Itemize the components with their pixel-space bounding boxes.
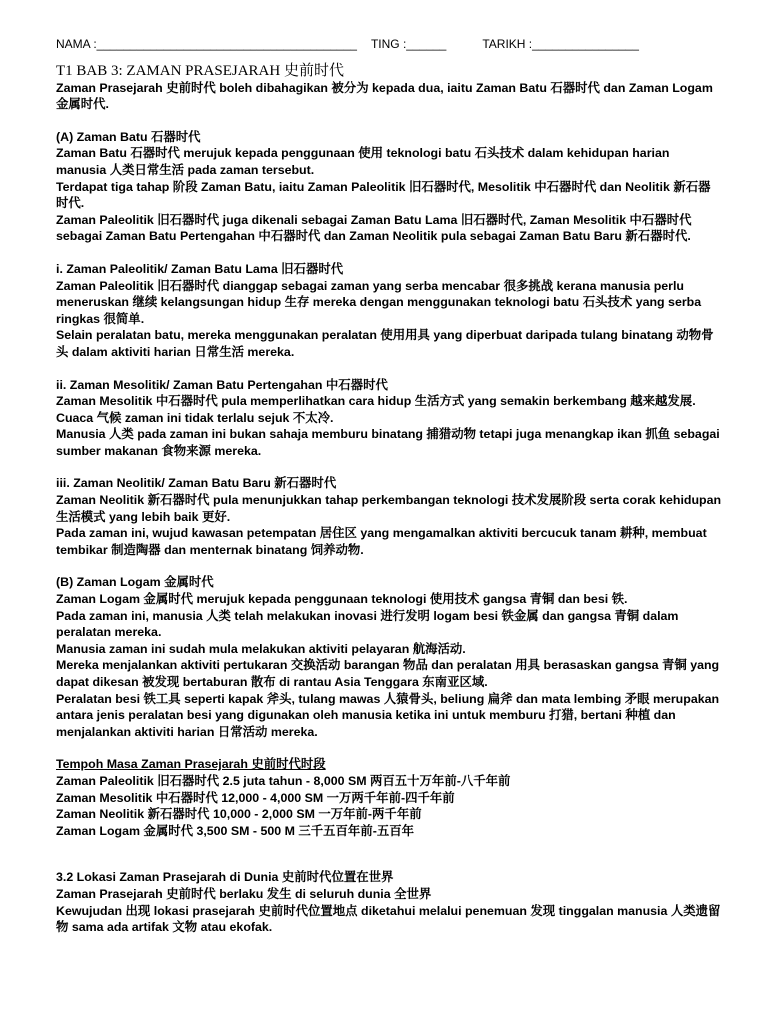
section-b-para-4: Mereka menjalankan aktiviti pertukaran 交换活动 barangan 物品 dan peralatan 用具 berasaskan gangsa 青铜 yang dapat dikesan 被发现 bertaburan 散布 di rantau Asia Tenggara 东南亚区域.: [56, 658, 720, 689]
section-a-para-2: Terdapat tiga tahap 阶段 Zaman Batu, iaitu Zaman Paleolitik 旧石器时代, Mesolitik 中石器时代 dan Neolitik 新石器时代.: [56, 179, 711, 211]
lokasi-para-1: Zaman Prasejarah 史前时代 berlaku 发生 di seluruh dunia 全世界: [56, 886, 432, 901]
intro-paragraph: Zaman Prasejarah 史前时代 boleh dibahagikan 被分为 kepada dua, iaitu Zaman Batu 石器时代 dan Zaman Logam 金属时代.: [56, 80, 713, 112]
timeline-row: Zaman Logam 金属时代 3,500 SM - 500 M 三千五百年前-五百年: [56, 823, 415, 838]
section-a-heading: (A) Zaman Batu 石器时代: [56, 129, 201, 144]
timeline-row: Zaman Mesolitik 中石器时代 12,000 - 4,000 SM 一万两千年前-四千年前: [56, 790, 455, 805]
mesolitik-para-3: Manusia 人类 pada zaman ini bukan sahaja memburu binatang 捕猎动物 tetapi juga menangkap ikan 抓鱼 sebagai sumber makanan 食物来源 mereka.: [56, 427, 720, 458]
mesolitik-heading: ii. Zaman Mesolitik/ Zaman Batu Pertengahan 中石器时代: [56, 377, 388, 392]
neolitik-para-2: Pada zaman ini, wujud kawasan petempatan 居住区 yang mengamalkan aktiviti bercucuk tanam 耕种, membuat tembikar 制造陶器 dan menternak binatang 饲养动物.: [56, 526, 707, 557]
timeline-heading: Tempoh Masa Zaman Prasejarah 史前时代时段: [56, 757, 326, 772]
section-a-para-3: Zaman Paleolitik 旧石器时代 juga dikenali sebagai Zaman Batu Lama 旧石器时代, Zaman Mesolitik 中石器时代 sebagai Zaman Batu Pertengahan 中石器时代 dan Zaman Neolitik pula sebagai Zaman Batu Baru 新石器时代.: [56, 212, 692, 244]
section-b-para-2: Pada zaman ini, manusia 人类 telah melakukan inovasi 进行发明 logam besi 铁金属 dan gangsa 青铜 dalam peralatan mereka.: [56, 608, 679, 640]
page-title: T1 BAB 3: ZAMAN PRASEJARAH 史前时代: [56, 62, 344, 79]
date-field[interactable]: TARIKH :________________: [482, 37, 639, 51]
section-b-para-3: Manusia zaman ini sudah mula melakukan aktiviti pelayaran 航海活动.: [56, 641, 466, 656]
section-b-heading: (B) Zaman Logam 金属时代: [56, 575, 214, 590]
student-info-row: [56, 36, 722, 53]
neolitik-heading: iii. Zaman Neolitik/ Zaman Batu Baru 新石器时代: [56, 476, 337, 491]
section-b-para-5: Peralatan besi 铁工具 seperti kapak 斧头, tulang mawas 人猿骨头, beliung 扁斧 dan mata lembing 矛眼 merupakan antara jenis peralatan besi yang digunakan oleh manusia ketika ini untuk memburu 打猎, bertani 种植 dan menjalankan aktiviti harian 日常活动 mereka.: [56, 691, 720, 739]
lokasi-heading: 3.2 Lokasi Zaman Prasejarah di Dunia 史前时代位置在世界: [56, 870, 394, 885]
timeline-row: Zaman Neolitik 新石器时代 10,000 - 2,000 SM 一万年前-两千年前: [56, 807, 422, 822]
mesolitik-para-2: Cuaca 气候 zaman ini tidak terlalu sejuk 不太冷.: [56, 410, 334, 425]
mesolitik-para-1: Zaman Mesolitik 中石器时代 pula memperlihatkan cara hidup 生活方式 yang semakin berkembang 越来越发展.: [56, 394, 696, 409]
paleolitik-para-2: Selain peralatan batu, mereka menggunakan peralatan 使用用具 yang diperbuat daripada tulang binatang 动物骨头 dalam aktiviti harian 日常生活 mereka.: [56, 328, 714, 359]
name-field[interactable]: NAMA :_______________________________________: [56, 37, 357, 51]
paleolitik-para-1: Zaman Paleolitik 旧石器时代 dianggap sebagai zaman yang serba mencabar 很多挑战 kerana manusia perlu meneruskan 继续 kelangsungan hidup 生存 mereka dengan menggunakan teknologi batu 石头技术 yang serba ringkas 很简单.: [56, 278, 702, 326]
section-b-para-1: Zaman Logam 金属时代 merujuk kepada penggunaan teknologi 使用技术 gangsa 青铜 dan besi 铁.: [56, 592, 628, 607]
timeline-row: Zaman Paleolitik 旧石器时代 2.5 juta tahun - 8,000 SM 两百五十万年前-八千年前: [56, 773, 511, 788]
section-a-para-1: Zaman Batu 石器时代 merujuk kepada penggunaan 使用 teknologi batu 石头技术 dalam kehidupan harian manusia 人类日常生活 pada zaman tersebut.: [56, 146, 670, 177]
neolitik-para-1: Zaman Neolitik 新石器时代 pula menunjukkan tahap perkembangan teknologi 技术发展阶段 serta corak kehidupan 生活模式 yang lebih baik 更好.: [56, 493, 722, 524]
form-field[interactable]: TING :______: [370, 37, 447, 51]
paleolitik-heading: i. Zaman Paleolitik/ Zaman Batu Lama 旧石器时代: [56, 261, 344, 276]
lokasi-para-2: Kewujudan 出现 lokasi prasejarah 史前时代位置地点 diketahui melalui penemuan 发现 tinggalan manusia 人类遗留物 sama ada artifak 文物 atau ekofak.: [56, 903, 721, 935]
